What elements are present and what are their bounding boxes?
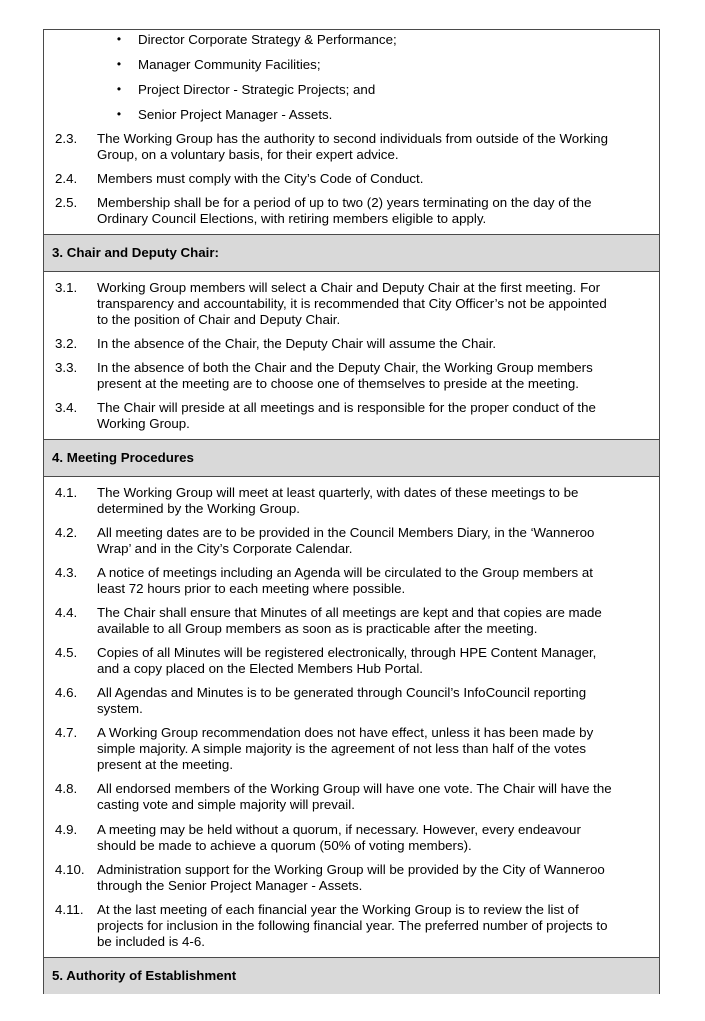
- clause-text: Administration support for the Working Group will be provided by the City of Wanneroo through the Senior Project Manager - Assets.: [97, 862, 605, 893]
- clause-text: The Working Group has the authority to second individuals from outside of the Working Group, on a voluntary basis, for their expert advice.: [97, 131, 608, 162]
- section-heading-text: 3. Chair and Deputy Chair:: [52, 245, 219, 260]
- bullet-text: Director Corporate Strategy & Performance;: [138, 32, 397, 47]
- bullet-text: Manager Community Facilities;: [138, 57, 321, 72]
- clause-number: 4.4.: [55, 605, 78, 620]
- bullet-icon: •: [116, 82, 122, 96]
- clause-number: 4.2.: [55, 525, 78, 540]
- section-heading-5: [44, 957, 659, 994]
- clause-text: A meeting may be held without a quorum, if necessary. However, every endeavour should be made to achieve a quorum (50% of voting members).: [97, 822, 581, 853]
- clause-number: 4.8.: [55, 781, 78, 796]
- clause-text: The Working Group will meet at least quarterly, with dates of these meetings to be determined by the Working Group.: [97, 485, 579, 516]
- clause-text: The Chair will preside at all meetings and is responsible for the proper conduct of the Working Group.: [97, 400, 596, 431]
- clause-number: 4.6.: [55, 685, 78, 700]
- clause-text: All endorsed members of the Working Group will have one vote. The Chair will have the casting vote and simple majority will prevail.: [97, 781, 612, 812]
- bullet-icon: •: [116, 32, 122, 46]
- section-heading-text: 4. Meeting Procedures: [52, 450, 194, 465]
- section-heading-3: [44, 234, 659, 272]
- clause-text: In the absence of the Chair, the Deputy Chair will assume the Chair.: [97, 336, 497, 351]
- clause-text: Members must comply with the City’s Code of Conduct.: [97, 171, 424, 186]
- clause-text: All Agendas and Minutes is to be generated through Council’s InfoCouncil reporting system.: [97, 685, 587, 716]
- clause-number: 4.7.: [55, 725, 78, 740]
- clause-text: Working Group members will select a Chair and Deputy Chair at the first meeting. For transparency and accountability, it is recommended that City Officer’s not be appointed to the position of Chair and Deputy Chair.: [97, 280, 607, 327]
- clause-text: In the absence of both the Chair and the Deputy Chair, the Working Group members present at the meeting are to choose one of themselves to preside at the meeting.: [97, 360, 593, 391]
- clause-number: 4.1.: [55, 485, 78, 500]
- bullet-icon: •: [116, 57, 122, 71]
- terms-of-reference-table: [43, 29, 660, 994]
- clause-text: At the last meeting of each financial year the Working Group is to review the list of projects for inclusion in the following financial year. The preferred number of projects to be included is 4-6.: [97, 902, 608, 949]
- clause-text: All meeting dates are to be provided in the Council Members Diary, in the ‘Wanneroo Wrap’ and in the City’s Corporate Calendar.: [97, 525, 595, 556]
- clause-number: 3.4.: [55, 400, 78, 415]
- section-heading-text: 5. Authority of Establishment: [52, 968, 237, 983]
- clause-number: 3.1.: [55, 280, 78, 295]
- clause-number: 3.2.: [55, 336, 78, 351]
- clause-number: 4.10.: [55, 862, 85, 877]
- clause-text: A notice of meetings including an Agenda will be circulated to the Group members at least 72 hours prior to each meeting where possible.: [97, 565, 593, 596]
- clause-text: Copies of all Minutes will be registered electronically, through HPE Content Manager, and a copy placed on the Elected Members Hub Portal.: [97, 645, 597, 676]
- bullet-icon: •: [116, 107, 122, 121]
- clause-number: 2.5.: [55, 195, 78, 210]
- clause-number: 4.9.: [55, 822, 78, 837]
- clause-number: 3.3.: [55, 360, 78, 375]
- clause-text: The Chair shall ensure that Minutes of all meetings are kept and that copies are made available to all Group members as soon as is practicable after the meeting.: [97, 605, 602, 636]
- clause-text: A Working Group recommendation does not have effect, unless it has been made by simple majority. A simple majority is the agreement of not less than half of the votes present at the meeting.: [97, 725, 594, 772]
- clause-number: 2.4.: [55, 171, 78, 186]
- clause-number: 4.3.: [55, 565, 78, 580]
- clause-text: Membership shall be for a period of up to two (2) years terminating on the day of the Ordinary Council Elections, with retiring members eligible to apply.: [97, 195, 592, 226]
- bullet-text: Project Director - Strategic Projects; and: [138, 82, 376, 97]
- section-heading-4: [44, 439, 659, 477]
- clause-number: 4.11.: [55, 902, 84, 917]
- clause-number: 2.3.: [55, 131, 78, 146]
- bullet-text: Senior Project Manager - Assets.: [138, 107, 333, 122]
- clause-number: 4.5.: [55, 645, 78, 660]
